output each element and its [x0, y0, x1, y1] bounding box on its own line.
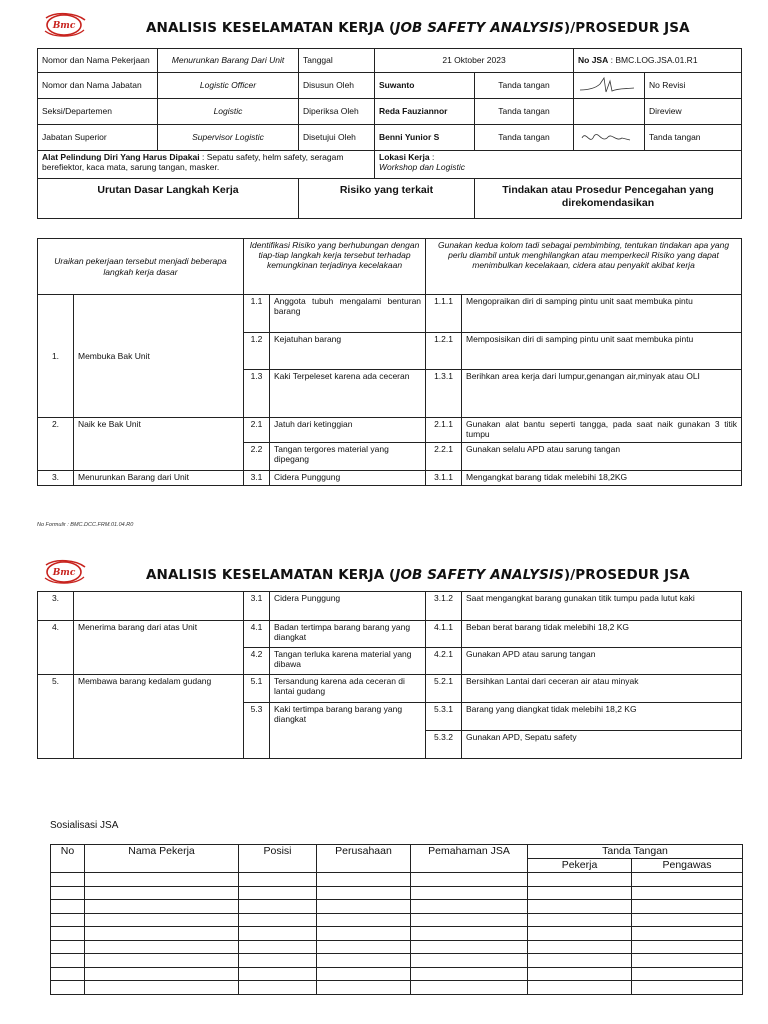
- risk-text: Tersandung karena ada ceceran di lantai gudang: [270, 675, 426, 703]
- sos-header-pemahaman: Pemahaman JSA: [411, 845, 528, 873]
- col-head-tindakan: Tindakan atau Prosedur Pencegahan yang direkomendasikan: [475, 179, 742, 219]
- action-text: Gunakan APD atau sarung tangan: [462, 648, 742, 675]
- risk-no: 2.2: [244, 443, 270, 471]
- label-ttd-3: Tanda tangan: [475, 125, 574, 151]
- action-no: 4.1.1: [426, 621, 462, 648]
- action-no: 1.3.1: [426, 370, 462, 418]
- action-text: Barang yang diangkat tidak melebihi 18,2 KG: [462, 703, 742, 731]
- sos-cell: [632, 981, 743, 995]
- step-label: Menurunkan Barang dari Unit: [74, 471, 244, 486]
- sos-cell: [528, 927, 632, 941]
- step-label: Membawa barang kedalam gudang: [74, 675, 244, 759]
- sos-row: [51, 900, 743, 914]
- apd-cell: [38, 151, 375, 179]
- action-text: Gunakan alat bantu seperti tangga, pada saat naik gunakan 3 titik tumpu: [462, 418, 742, 443]
- sos-cell: [317, 981, 411, 995]
- risk-no: 1.1: [244, 295, 270, 333]
- action-no: 3.1.1: [426, 471, 462, 486]
- value-no-jsa: : BMC.LOG.JSA.01.R1: [610, 55, 698, 66]
- step-label: Naik ke Bak Unit: [74, 418, 244, 471]
- action-text: Bersihkan Lantai dari ceceran air atau minyak: [462, 675, 742, 703]
- sos-cell: [51, 940, 85, 954]
- sos-cell: [528, 913, 632, 927]
- bmc-logo: [42, 558, 88, 586]
- step-no: 5.: [38, 675, 74, 759]
- sos-cell: [632, 873, 743, 887]
- sosialisasi-label: Sosialisasi JSA: [50, 820, 119, 831]
- label-lokasi: Lokasi Kerja: [379, 152, 430, 162]
- risk-text: Kejatuhan barang: [270, 333, 426, 370]
- action-no: 3.1.2: [426, 592, 462, 621]
- value-nama-pekerjaan: Menurunkan Barang Dari Unit: [158, 49, 299, 73]
- risk-no: 5.1: [244, 675, 270, 703]
- col-head-risiko: Risiko yang terkait: [299, 179, 475, 219]
- sos-cell: [528, 981, 632, 995]
- step-no: 1.: [38, 295, 74, 418]
- risk-no: 4.1: [244, 621, 270, 648]
- label-no-revisi: No Revisi: [645, 73, 742, 99]
- action-no: 5.3.2: [426, 731, 462, 759]
- page-title: ANALISIS KESELAMATAN KERJA (JOB SAFETY ANALYSIS)/PROSEDUR JSA: [146, 20, 690, 36]
- sos-cell: [239, 981, 317, 995]
- risk-no: 5.3: [244, 703, 270, 759]
- sos-cell: [528, 873, 632, 887]
- sos-cell: [239, 913, 317, 927]
- sos-header-no: No: [51, 845, 85, 873]
- value-disetujui: Benni Yunior S: [375, 125, 475, 151]
- action-text: Mengangkat barang tidak melebihi 18,2KG: [462, 471, 742, 486]
- value-tanggal: 21 Oktober 2023: [375, 49, 574, 73]
- step-no: 3.: [38, 592, 74, 621]
- sos-cell: [51, 981, 85, 995]
- sos-cell: [317, 900, 411, 914]
- value-lokasi: Workshop dan Logistic: [379, 162, 465, 173]
- risk-no: 3.1: [244, 592, 270, 621]
- sos-rows: [51, 873, 743, 995]
- page-title: ANALISIS KESELAMATAN KERJA (JOB SAFETY ANALYSIS)/PROSEDUR JSA: [146, 567, 690, 583]
- sos-cell: [632, 940, 743, 954]
- sos-cell: [239, 886, 317, 900]
- sos-row: [51, 981, 743, 995]
- action-text: Beban berat barang tidak melebihi 18,2 KG: [462, 621, 742, 648]
- sos-cell: [317, 927, 411, 941]
- sos-row: [51, 940, 743, 954]
- step-no: 3.: [38, 471, 74, 486]
- sos-cell: [528, 954, 632, 968]
- risk-text: Jatuh dari ketinggian: [270, 418, 426, 443]
- sos-cell: [411, 873, 528, 887]
- sos-cell: [632, 886, 743, 900]
- signature-diperiksa: [574, 99, 645, 125]
- value-disusun: Suwanto: [375, 73, 475, 99]
- sos-cell: [85, 981, 239, 995]
- signature-icon: [578, 128, 642, 148]
- lokasi-colon: :: [431, 152, 435, 162]
- sos-cell: [239, 967, 317, 981]
- risk-text: Anggota tubuh mengalami benturan barang: [270, 295, 426, 333]
- step-label: Membuka Bak Unit: [74, 295, 244, 418]
- sos-cell: [317, 913, 411, 927]
- action-text: Gunakan selalu APD atau sarung tangan: [462, 443, 742, 471]
- sos-cell: [85, 967, 239, 981]
- label-apd: Alat Pelindung Diri Yang Harus Dipakai: [42, 152, 200, 162]
- sos-cell: [51, 967, 85, 981]
- sos-cell: [85, 873, 239, 887]
- bmc-logo: [42, 11, 88, 39]
- action-no: 5.2.1: [426, 675, 462, 703]
- sos-cell: [239, 927, 317, 941]
- label-diperiksa: Diperiksa Oleh: [299, 99, 375, 125]
- guide-langkah: Uraikan pekerjaan tersebut menjadi beberapa langkah kerja dasar: [38, 239, 244, 295]
- label-disetujui: Disetujui Oleh: [299, 125, 375, 151]
- signature-icon: [578, 76, 642, 96]
- label-disusun: Disusun Oleh: [299, 73, 375, 99]
- label-direview: Direview: [645, 99, 742, 125]
- sos-cell: [51, 900, 85, 914]
- sos-row: [51, 913, 743, 927]
- step-label: [74, 592, 244, 621]
- sos-cell: [632, 967, 743, 981]
- sos-header-posisi: Posisi: [239, 845, 317, 873]
- sos-cell: [239, 900, 317, 914]
- sos-header-tanda-tangan: Tanda Tangan: [528, 845, 743, 859]
- sos-row: [51, 873, 743, 887]
- risk-text: Cidera Punggung: [270, 471, 426, 486]
- sos-cell: [239, 873, 317, 887]
- action-no: 1.1.1: [426, 295, 462, 333]
- risk-text: Cidera Punggung: [270, 592, 426, 621]
- action-text: Mengopraikan diri di samping pintu unit saat membuka pintu: [462, 295, 742, 333]
- sos-cell: [317, 954, 411, 968]
- action-no: 1.2.1: [426, 333, 462, 370]
- label-no-jsa: No JSA: [578, 55, 609, 66]
- sos-cell: [239, 954, 317, 968]
- risk-text: Kaki tertimpa barang barang yang diangkat: [270, 703, 426, 759]
- sos-cell: [411, 981, 528, 995]
- sos-header-perusahaan: Perusahaan: [317, 845, 411, 873]
- sos-cell: [411, 954, 528, 968]
- sos-cell: [85, 940, 239, 954]
- sos-cell: [51, 927, 85, 941]
- value-jabatan-superior: Supervisor Logistic: [158, 125, 299, 151]
- sos-cell: [528, 886, 632, 900]
- sos-cell: [411, 886, 528, 900]
- label-seksi: Seksi/Departemen: [38, 99, 158, 125]
- sosialisasi-table: [50, 844, 743, 995]
- col-head-urutan: Urutan Dasar Langkah Kerja: [38, 179, 299, 219]
- jsa-steps-table: [37, 238, 742, 486]
- action-no: 4.2.1: [426, 648, 462, 675]
- sos-cell: [411, 900, 528, 914]
- sos-cell: [85, 886, 239, 900]
- jsa-header-table: [37, 48, 742, 219]
- no-jsa-cell: [574, 49, 742, 73]
- sos-header-nama: Nama Pekerja: [85, 845, 239, 873]
- form-number: No Formulir : BMC.DCC.FRM.01.04.R0: [37, 522, 134, 528]
- sos-cell: [51, 954, 85, 968]
- sos-row: [51, 886, 743, 900]
- svg-text:Bmc: Bmc: [52, 568, 76, 578]
- sos-cell: [411, 940, 528, 954]
- sos-cell: [85, 927, 239, 941]
- action-no: 5.3.1: [426, 703, 462, 731]
- sos-row: [51, 954, 743, 968]
- sos-header-pengawas: Pengawas: [632, 859, 743, 873]
- sos-header-pekerja: Pekerja: [528, 859, 632, 873]
- action-text: Gunakan APD, Sepatu safety: [462, 731, 742, 759]
- sos-cell: [528, 940, 632, 954]
- sos-cell: [528, 967, 632, 981]
- value-diperiksa: Reda Fauziannor: [375, 99, 475, 125]
- guide-risiko: Identifikasi Risiko yang berhubungan dengan tiap-tiap langkah kerja tersebut terhadap kemungkinan terjadinya kecelakaan: [244, 239, 426, 295]
- sos-row: [51, 967, 743, 981]
- sos-cell: [51, 913, 85, 927]
- risk-no: 4.2: [244, 648, 270, 675]
- action-no: 2.1.1: [426, 418, 462, 443]
- jsa-steps-table-continued: [37, 591, 742, 759]
- sos-cell: [51, 873, 85, 887]
- label-tanggal: Tanggal: [299, 49, 375, 73]
- risk-text: Tangan terluka karena material yang dibawa: [270, 648, 426, 675]
- sos-cell: [411, 967, 528, 981]
- sos-cell: [85, 954, 239, 968]
- value-seksi: Logistic: [158, 99, 299, 125]
- sos-cell: [632, 913, 743, 927]
- value-apd: : Sepatu safety, helm safety, seragam berefiektor, kaca mata, sarung tangan, masker.: [42, 152, 344, 173]
- action-text: Memposisikan diri di samping pintu unit saat membuka pintu: [462, 333, 742, 370]
- lokasi-cell: [375, 151, 742, 179]
- label-ttd-2: Tanda tangan: [475, 99, 574, 125]
- sos-cell: [317, 967, 411, 981]
- sos-cell: [85, 900, 239, 914]
- action-no: 2.2.1: [426, 443, 462, 471]
- sos-cell: [528, 900, 632, 914]
- sos-cell: [239, 940, 317, 954]
- sos-cell: [317, 873, 411, 887]
- risk-text: Tangan tergores material yang dipegang: [270, 443, 426, 471]
- sos-cell: [317, 886, 411, 900]
- sos-cell: [632, 954, 743, 968]
- label-nama-pekerjaan: Nomor dan Nama Pekerjaan: [38, 49, 158, 73]
- action-text: Saat mengangkat barang gunakan titik tumpu pada lutut kaki: [462, 592, 742, 621]
- action-text: Berihkan area kerja dari lumpur,genangan air,minyak atau OLI: [462, 370, 742, 418]
- sos-cell: [411, 927, 528, 941]
- label-nama-jabatan: Nomor dan Nama Jabatan: [38, 73, 158, 99]
- sos-cell: [51, 886, 85, 900]
- signature-disetujui: [574, 125, 645, 151]
- sos-row: [51, 927, 743, 941]
- sos-cell: [411, 913, 528, 927]
- risk-text: Kaki Terpeleset karena ada ceceran: [270, 370, 426, 418]
- value-nama-jabatan: Logistic Officer: [158, 73, 299, 99]
- step-no: 4.: [38, 621, 74, 675]
- guide-tindakan: Gunakan kedua kolom tadi sebagai pembimbing, tentukan tindakan apa yang perlu diambil untuk menghilangkan atau memperkecil Risiko yang dapat menimbulkan kecelakaan, cidera atau penyakit akibat kerja: [426, 239, 742, 295]
- risk-no: 2.1: [244, 418, 270, 443]
- label-jabatan-superior: Jabatan Superior: [38, 125, 158, 151]
- label-ttd-1: Tanda tangan: [475, 73, 574, 99]
- risk-text: Badan tertimpa barang barang yang diangkat: [270, 621, 426, 648]
- step-no: 2.: [38, 418, 74, 471]
- sos-cell: [317, 940, 411, 954]
- sos-cell: [632, 927, 743, 941]
- signature-disusun: [574, 73, 645, 99]
- svg-text:Bmc: Bmc: [52, 21, 76, 31]
- step-label: Menerima barang dari atas Unit: [74, 621, 244, 675]
- sos-cell: [85, 913, 239, 927]
- sos-cell: [632, 900, 743, 914]
- risk-no: 1.3: [244, 370, 270, 418]
- risk-no: 3.1: [244, 471, 270, 486]
- risk-no: 1.2: [244, 333, 270, 370]
- label-tanda-tangan: Tanda tangan: [645, 125, 742, 151]
